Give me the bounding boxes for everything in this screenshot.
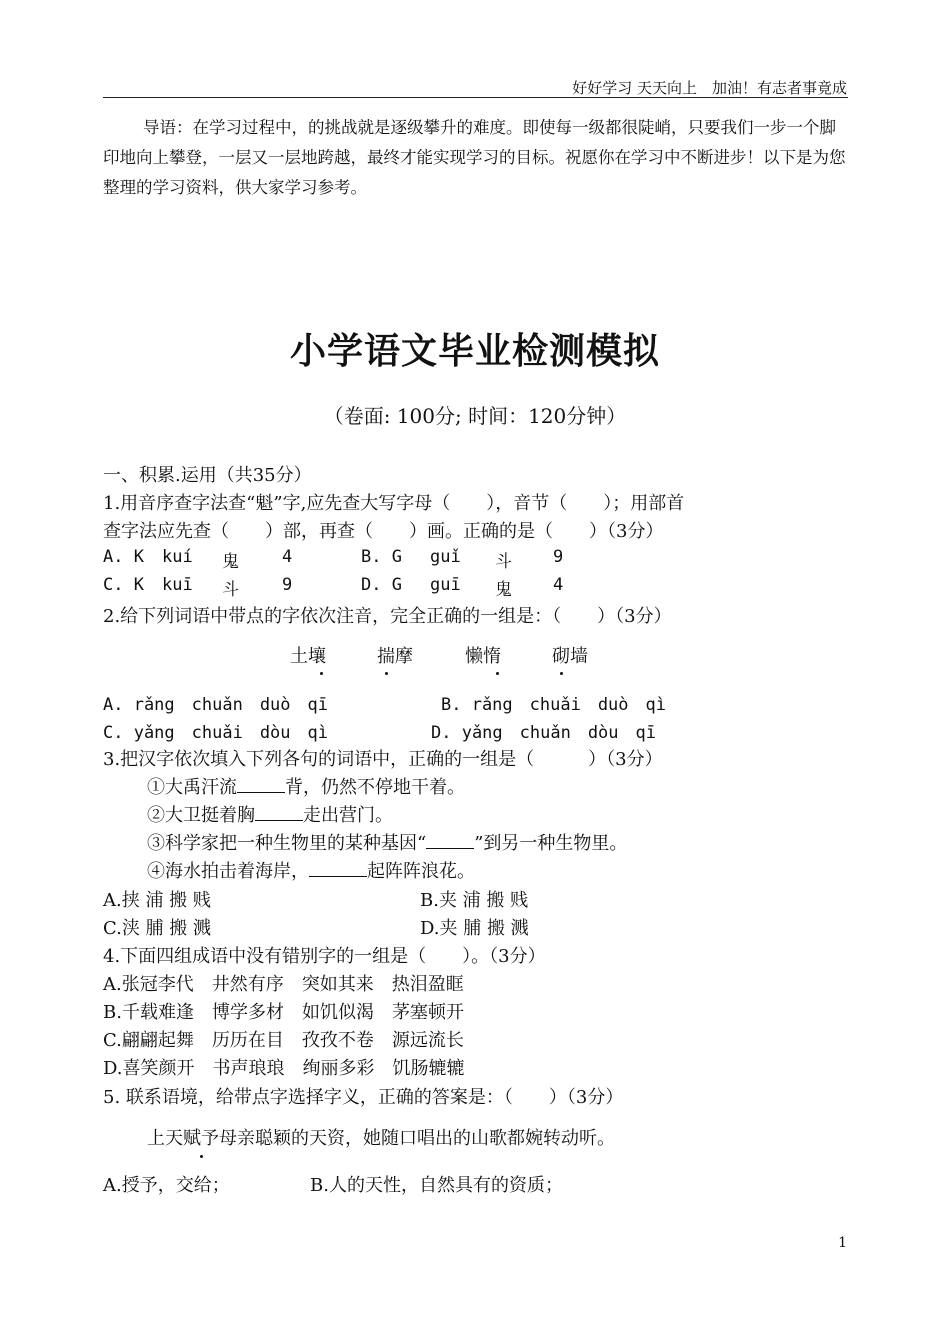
q3-stem: 3.把汉字依次填入下列各句的词语中，正确的一组是（ ）（3分） <box>103 749 663 770</box>
fill-blank[interactable] <box>237 792 285 793</box>
q2-word-3: 懒惰 <box>465 646 501 667</box>
q1-stem-line1: 1.用音序查字法查“魁”字,应先查大写字母（ ），音节（ ）；用部首 <box>103 493 685 514</box>
q3-option-a: A.挟 浦 搬 贱 <box>103 890 211 911</box>
q3-sentence-4 <box>147 857 475 883</box>
fill-blank[interactable] <box>309 876 367 877</box>
q3-sentence-3-start: ③科学家把一种生物里的某种基因“ <box>147 833 427 854</box>
q2-option-d: D. yǎng chuǎn dòu qī <box>431 723 656 743</box>
q1-option-a-pinyin: kuí <box>162 547 193 567</box>
intro-paragraph <box>103 113 848 203</box>
q1-option-c-pinyin: kuī <box>162 575 193 595</box>
q2-option-a: A. rǎng chuǎn duò qī <box>103 695 328 715</box>
q1-stem-line2: 查字法应先查（ ）部，再查（ ）画。正确的是（ ）（3分） <box>103 521 664 542</box>
q3-sentence-4-start: ④海水拍击着海岸， <box>147 861 309 882</box>
q1-option-d-pinyin: guī <box>430 575 461 595</box>
q3-option-c: C.浃 脯 搬 溅 <box>103 918 212 939</box>
q1-option-d-letter: D. G <box>361 575 402 595</box>
q1-option-b-strokes: 9 <box>553 547 564 567</box>
q5-sentence-text: 上天赋予母亲聪颖的天资，她随口唱出的山歌都婉转动听。 <box>147 1128 615 1149</box>
q4-stem: 4.下面四组成语中没有错别字的一组是（ ）。（3分） <box>103 946 546 967</box>
page-number: 1 <box>838 1235 847 1251</box>
section-heading: 一、积累.运用（共35分） <box>103 465 312 486</box>
q2-word-2: 揣摩 <box>377 646 413 667</box>
emphasis-dot <box>320 672 323 675</box>
emphasis-dot <box>200 1155 203 1158</box>
q1-option-b-radical: 斗 <box>495 552 512 572</box>
q3-sentence-2-start: ②大卫挺着胸 <box>147 805 255 826</box>
q3-sentence-4-end: 起阵阵浪花。 <box>367 861 475 882</box>
q3-option-b: B.夹 浦 搬 贱 <box>420 890 529 911</box>
header-rule <box>103 97 848 98</box>
q1-option-a-radical: 鬼 <box>222 552 239 572</box>
emphasis-dot <box>385 672 388 675</box>
q1-option-row-ab <box>0 547 950 571</box>
exam-info: （卷面: 100分; 时间：120分钟） <box>323 404 627 428</box>
q5-stem: 5. 联系语境，给带点字选择字义，正确的答案是：（ ）（3分） <box>103 1087 624 1108</box>
intro-text: 导语：在学习过程中，的挑战就是逐级攀升的难度。即使每一级都很陡峭，只要我们一步一个脚印地向上攀登，一层又一层地跨越，最终才能实现学习的目标。祝愿你在学习中不断进步！以下是为您整理的学习资料，供大家学习参考。 <box>103 118 846 197</box>
q1-option-row-cd <box>0 575 950 599</box>
q1-option-d-strokes: 4 <box>553 575 564 595</box>
fill-blank[interactable] <box>255 820 303 821</box>
q3-sentence-2-end: 走出营门。 <box>303 805 393 826</box>
q5-option-a: A.授予，交给； <box>103 1175 230 1196</box>
q2-word-row <box>0 642 950 678</box>
q2-word-1: 土壤 <box>290 646 326 667</box>
q5-option-b: B.人的天性，自然具有的资质； <box>310 1175 563 1196</box>
emphasis-dot <box>560 672 563 675</box>
q3-sentence-1 <box>147 773 465 799</box>
q3-option-d: D.夹 脯 搬 溅 <box>420 918 529 939</box>
q1-option-c-radical: 斗 <box>222 580 239 600</box>
fill-blank[interactable] <box>426 848 474 849</box>
q1-option-a-strokes: 4 <box>282 547 293 567</box>
q3-sentence-2 <box>147 801 393 827</box>
q4-option-b: B.千载难逢 博学多材 如饥似渴 茅塞顿开 <box>103 1002 464 1023</box>
page-header: 好好学习 天天向上 加油！有志者事竟成 <box>572 79 847 97</box>
q3-sentence-1-start: ①大禹汗流 <box>147 777 237 798</box>
q2-option-c: C. yǎng chuǎi dòu qì <box>103 723 328 743</box>
q4-option-c: C.翩翩起舞 历历在目 孜孜不卷 源远流长 <box>103 1030 464 1051</box>
q2-word-4: 砌墙 <box>552 646 588 667</box>
q3-sentence-3-end: ”到另一种生物里。 <box>474 833 628 854</box>
q3-sentence-3 <box>147 829 627 855</box>
emphasis-dot <box>496 672 499 675</box>
page-title: 小学语文毕业检测模拟 <box>289 331 660 372</box>
q1-option-d-radical: 鬼 <box>495 580 512 600</box>
q3-sentence-1-end: 背，仍然不停地干着。 <box>285 777 465 798</box>
q5-context-sentence <box>147 1124 615 1160</box>
q1-option-b-pinyin: guǐ <box>430 547 461 567</box>
q2-option-b: B. rǎng chuǎi duò qì <box>441 695 666 715</box>
q4-option-a: A.张冠李代 井然有序 突如其来 热泪盈眶 <box>103 974 464 995</box>
q1-option-a-letter: A. K <box>103 547 144 567</box>
q1-option-c-strokes: 9 <box>282 575 293 595</box>
q1-option-b-letter: B. G <box>361 547 402 567</box>
q1-option-c-letter: C. K <box>103 575 144 595</box>
q2-stem: 2.给下列词语中带点的字依次注音，完全正确的一组是：（ ）（3分） <box>103 606 672 627</box>
q4-option-d: D.喜笑颜开 书声琅琅 绚丽多彩 饥肠辘辘 <box>103 1058 465 1079</box>
